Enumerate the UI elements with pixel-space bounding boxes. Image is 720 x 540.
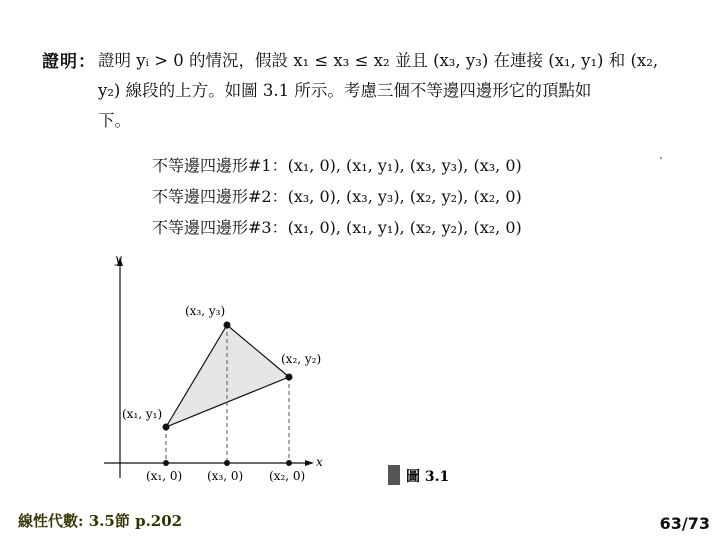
quadrilateral-3: 不等邊四邊形#3：(x₁, 0), (x₁, y₁), (x₂, y₂), (x₂, 0) (152, 218, 522, 237)
point-x2-0 (286, 460, 292, 466)
label-x3-0: (x₃, 0) (207, 469, 244, 483)
x-axis-label: x (316, 455, 323, 469)
footer-course-ref: 線性代數: 3.5節 p.202 (18, 512, 183, 530)
label-x2-y2: (x₂, y₂) (281, 352, 322, 366)
label-x3-y3: (x₃, y₃) (185, 304, 226, 318)
proof-line-3: 下。 (98, 111, 131, 130)
x-axis-arrow (305, 460, 314, 466)
label-x2-0: (x₂, 0) (269, 469, 306, 483)
quadrilateral-1: 不等邊四邊形#1：(x₁, 0), (x₁, y₁), (x₃, y₃), (x₃, 0) (152, 156, 522, 175)
quadrilateral-2: 不等邊四邊形#2：(x₃, 0), (x₃, y₃), (x₂, y₂), (x₂, 0) (152, 187, 522, 206)
page-number: 63/73 (659, 514, 710, 533)
point-x2-y2 (286, 374, 293, 381)
point-x3-y3 (224, 322, 231, 329)
point-x1-0 (163, 460, 169, 466)
label-x1-y1: (x₁, y₁) (122, 407, 163, 421)
proof-line-2: y₂) 線段的上方。如圖 3.1 所示。考慮三個不等邊四邊形它的頂點如 (98, 81, 592, 100)
y-axis-label: y (115, 252, 122, 266)
label-x1-0: (x₁, 0) (146, 469, 183, 483)
caption-marker (388, 465, 400, 485)
proof-label: 證明： (42, 52, 96, 72)
point-x1-y1 (163, 424, 170, 431)
point-x3-0 (224, 460, 230, 466)
figure-caption: 圖 3.1 (406, 469, 450, 485)
proof-line-1: 證明 yᵢ > 0 的情況，假設 x₁ ≤ x₃ ≤ x₂ 並且 (x₃, y₃) 在連接 (x₁, y₁) 和 (x₂, (98, 51, 659, 70)
